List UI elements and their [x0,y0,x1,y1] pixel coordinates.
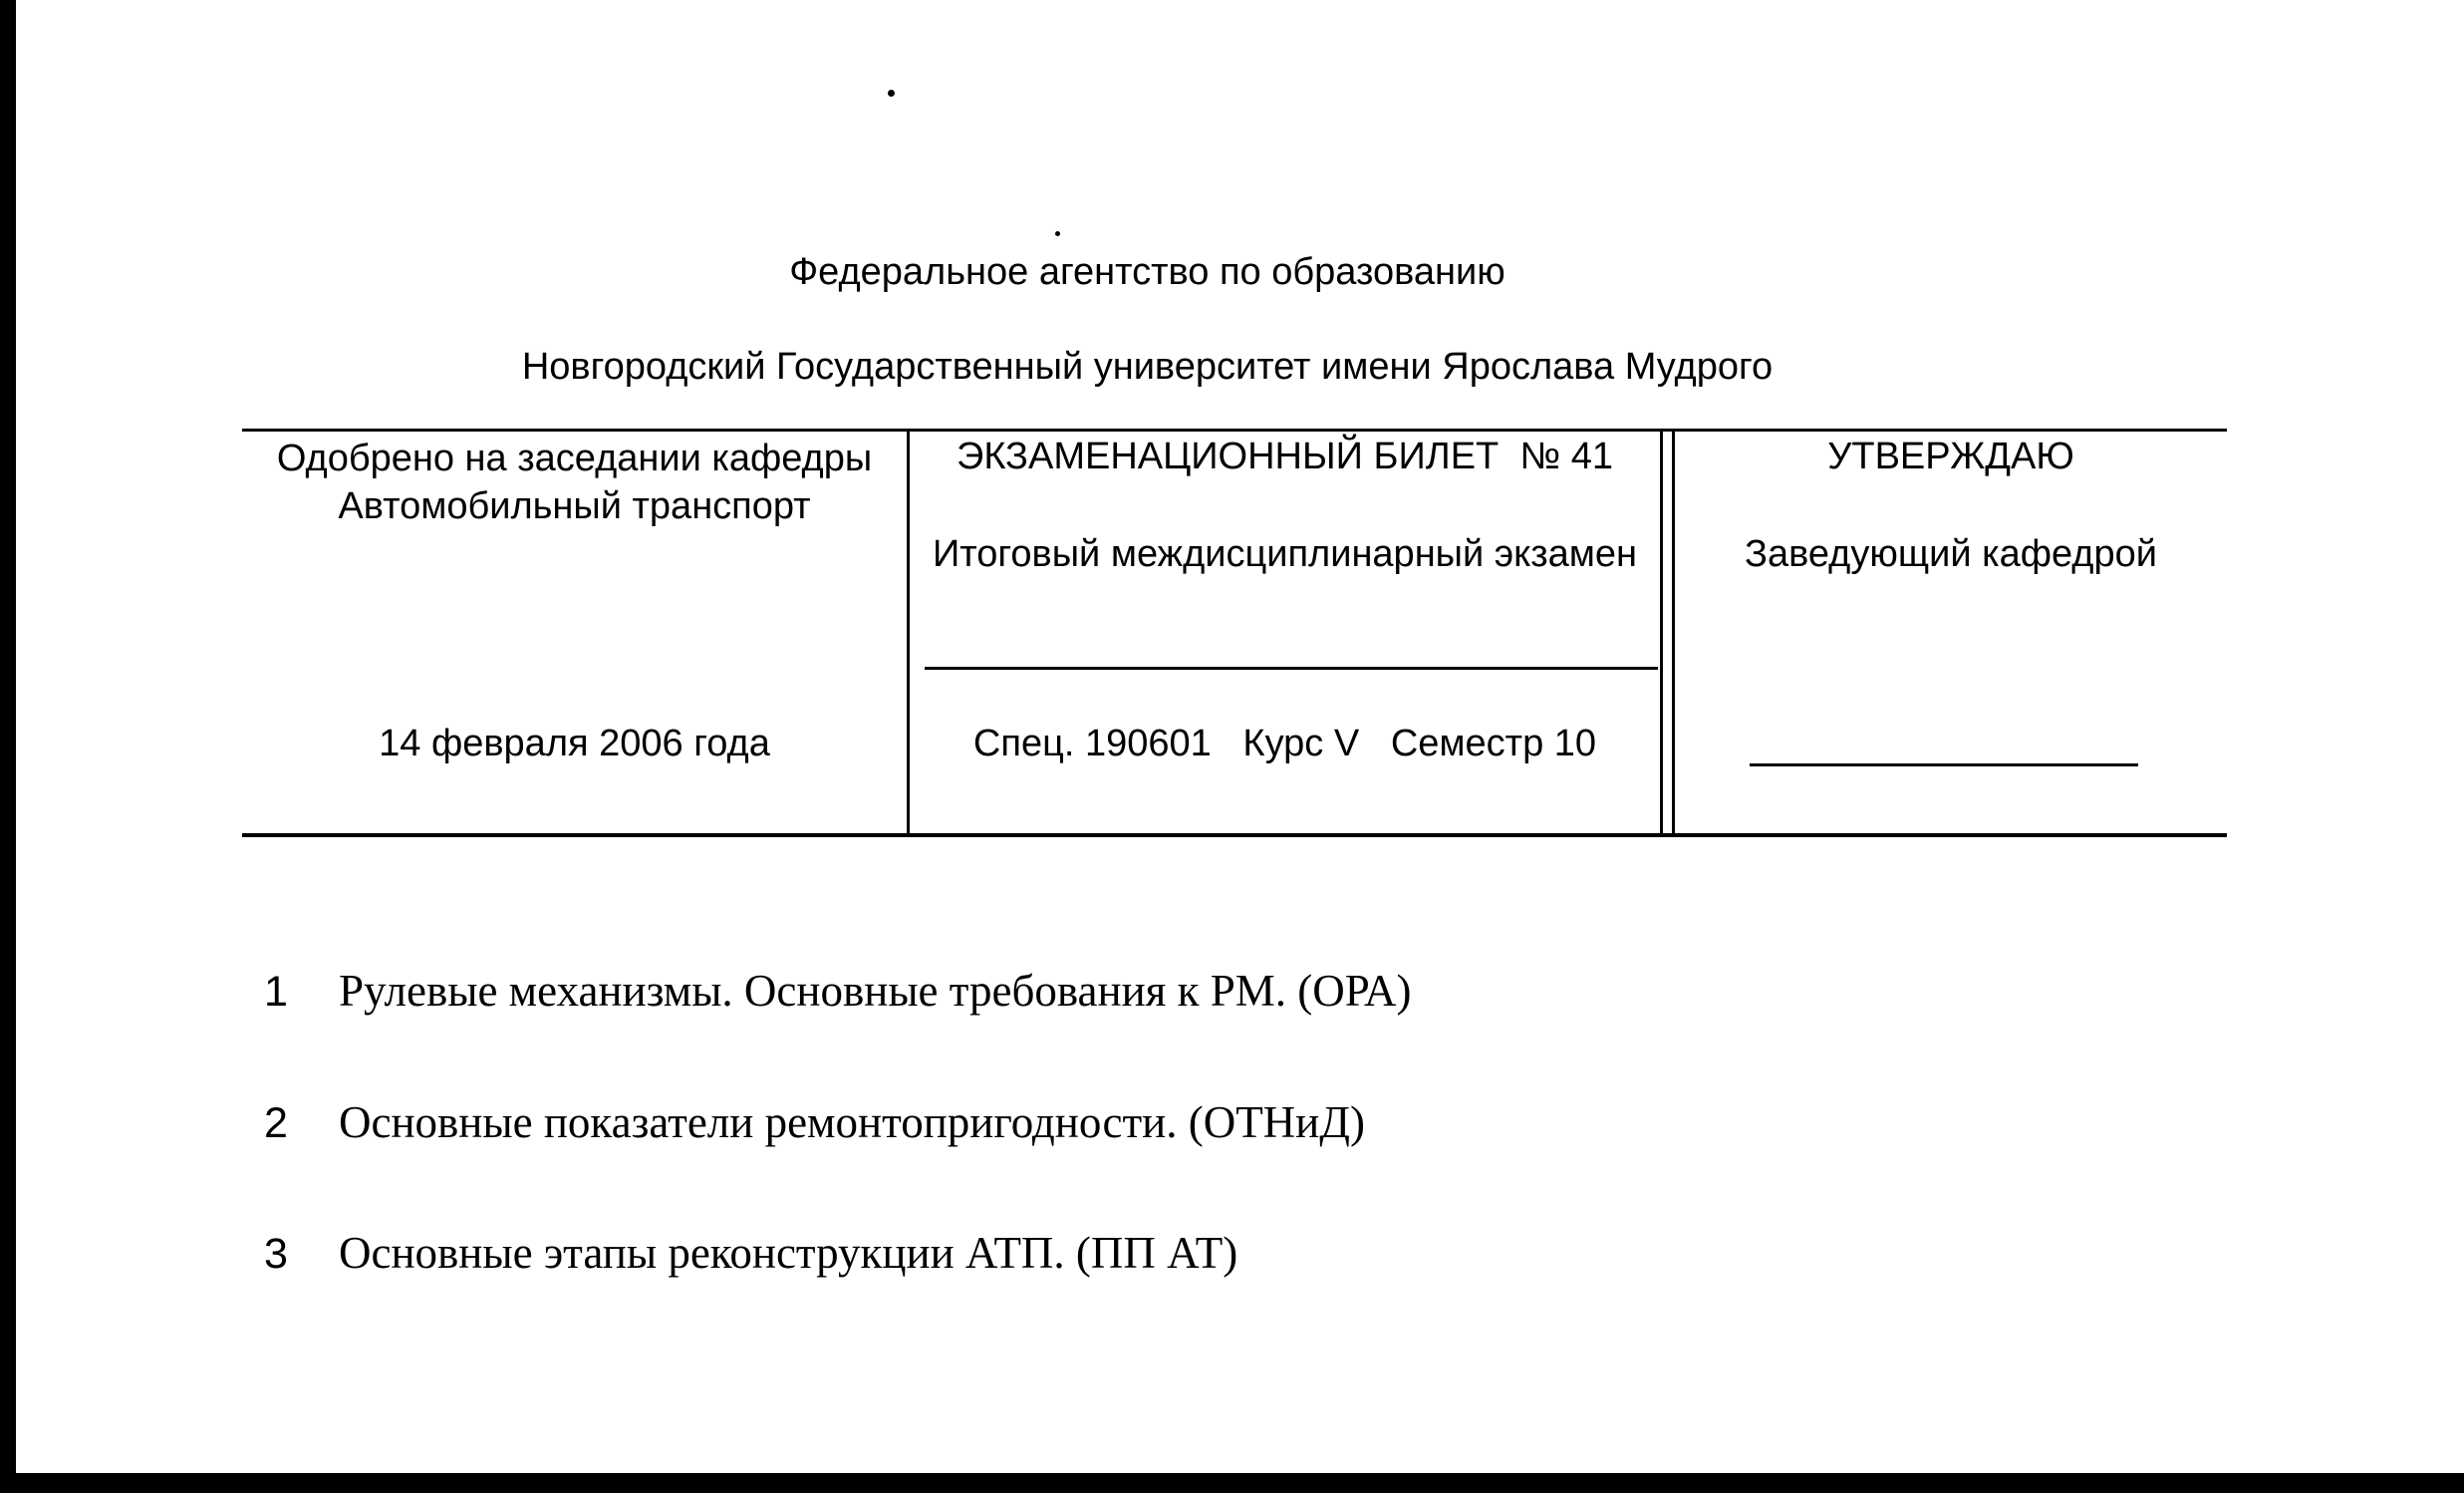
table-column-divider [1660,429,1663,837]
specialty-course-semester: Спец. 190601 Курс V Семестр 10 [972,723,1597,764]
scan-speck [1055,231,1060,236]
approve-heading: УТВЕРЖДАЮ [1827,436,2074,477]
scan-border-bottom [0,1473,2464,1493]
exam-name: Итоговый междисциплинарный экзамен [932,533,1638,575]
question-item [264,1227,1237,1279]
question-item [264,965,1411,1017]
question-text: Основные показатели ремонтопригодности. (ОТНиД) [339,1097,1365,1147]
table-bottom-border [242,833,2227,837]
department-head-label: Заведующий кафедрой [1745,533,2157,575]
scan-speck [888,90,895,97]
scan-border-left [0,0,16,1493]
table-column-divider [1672,429,1675,837]
approval-date: 14 февраля 2006 года [379,723,770,764]
ticket-title: ЭКЗАМЕНАЦИОННЫЙ БИЛЕТ № 41 [957,436,1613,477]
question-number: 1 [264,968,288,1016]
university-name: Новгородский Государственный университет имени Ярослава Мудрого [521,346,1774,388]
question-text: Рулевые механизмы. Основные требования к РМ. (ОРА) [339,966,1412,1016]
table-top-border [242,429,2227,432]
question-number: 3 [264,1230,288,1278]
table-column-divider [907,429,910,837]
question-text: Основные этапы реконструкции АТП. (ПП АТ) [339,1228,1238,1278]
approval-note: Одобрено на заседании кафедры Автомобильный транспорт [276,438,873,527]
agency-name: Федеральное агентство по образованию [789,251,1506,293]
question-number: 2 [264,1099,288,1147]
question-item [264,1096,1365,1148]
center-cell-divider [925,667,1658,670]
signature-line [1750,763,2138,766]
